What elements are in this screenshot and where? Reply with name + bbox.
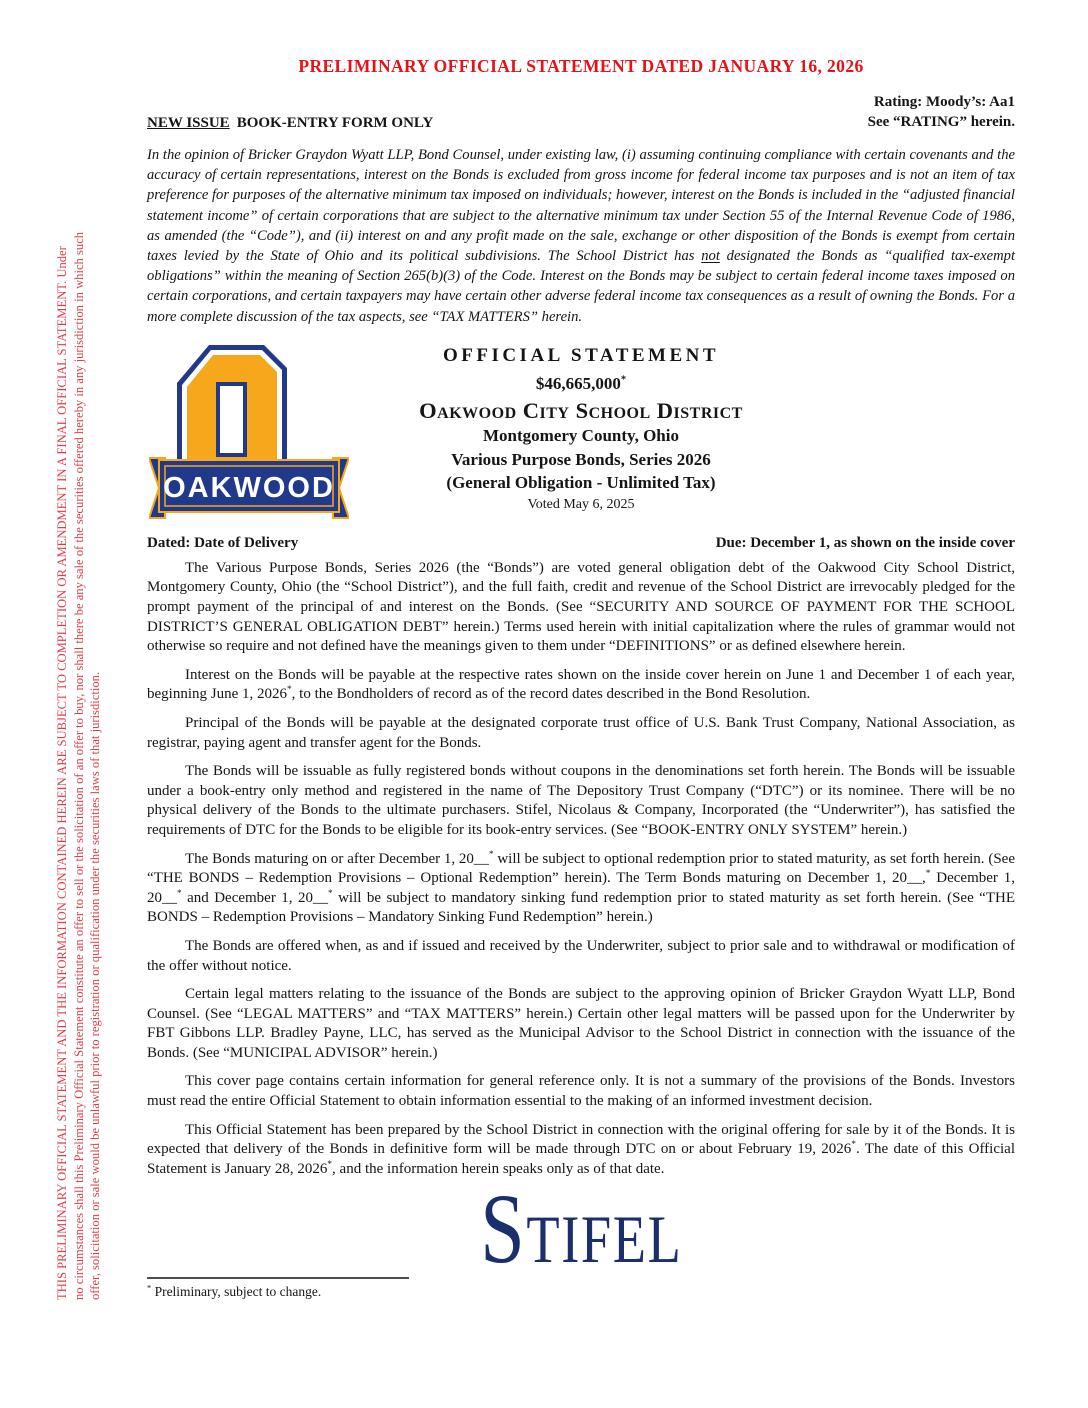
disclaimer-line-1: THIS PRELIMINARY OFFICIAL STATEMENT AND THE INFORMATION CONTAINED HEREIN ARE SUBJECT TO COMPLETION OR AMENDMENT IN A FINAL OFFICIAL STATEMENT. Under bbox=[55, 246, 69, 1300]
paragraph-3: Principal of the Bonds will be payable at the designated corporate trust office of U.S. Bank Trust Company, National Association, as registrar, paying agent and transfer agent for the Bonds. bbox=[147, 714, 1015, 751]
stifel-logo-rest: TIFEL bbox=[526, 1201, 683, 1278]
stifel-logo-initial: S bbox=[479, 1173, 527, 1285]
issuer-county: Montgomery County, Ohio bbox=[483, 425, 679, 445]
paragraph-9: This Official Statement has been prepared by the School District in connection with the original offering for sale by it of the Bonds. It is expected that delivery of the Bonds in definitive form will be made through DTC on or about February 19, 2026*. The date of this Official Statement is January 28, 2026*, and the information herein speaks only as of that date. bbox=[147, 1121, 1015, 1177]
book-entry-label: BOOK-ENTRY FORM ONLY bbox=[236, 115, 434, 131]
page-content bbox=[147, 0, 1015, 1306]
voted-date: Voted May 6, 2025 bbox=[527, 496, 635, 512]
asterisk-superscript: * bbox=[287, 685, 292, 696]
rating-reference: See “RATING” herein. bbox=[867, 113, 1015, 130]
rating-block bbox=[868, 93, 1015, 132]
paragraph-1: The Various Purpose Bonds, Series 2026 (the “Bonds”) are voted general obligation debt of the Oakwood City School District, Montgomery County, Ohio (the “School District”), and the full faith, credit and revenue of the School District are irrevocably pledged for the prompt payment of the principal of and interest on the Bonds. (See “SECURITY AND SOURCE OF PAYMENT FOR THE SCHOOL DISTRICT’S GENERAL OBLIGATION DEBT” herein.) Terms used herein with initial capitalization where the rules of grammar would not otherwise so require and not defined have the meanings given to them under “DEFINITIONS” or as defined elsewhere herein. bbox=[147, 559, 1015, 655]
asterisk-superscript: * bbox=[488, 849, 494, 860]
asterisk-superscript: * bbox=[620, 374, 627, 386]
opinion-text-b: designated the Bonds as “qualified tax-exempt obligations” within the meaning of Section 265(b)(3) of the Code. Interest on the Bonds may be subject to certain federal income taxes imposed on certain corporations, and certain taxpayers may have certain other adverse federal income tax consequences as a result of owning the Bonds. For a more complete discussion of the tax aspects, see “TAX MATTERS” herein. bbox=[147, 248, 1016, 325]
dated-label: Dated: Date of Delivery bbox=[147, 534, 299, 551]
paragraph-2: Interest on the Bonds will be payable at the respective rates shown on the inside cover herein on June 1 and December 1 of each year, beginning June 1, 2026*, to the Bondholders of record as of the record dates described in the Bond Resolution. bbox=[147, 666, 1015, 703]
disclaimer-line-3: offer, solicitation or sale would be unlawful prior to registration or qualification under the securities laws of that jurisdiction. bbox=[88, 671, 103, 1300]
asterisk-superscript: * bbox=[925, 869, 931, 880]
footnote-text: * Preliminary, subject to change. bbox=[147, 1283, 322, 1300]
asterisk-superscript: * bbox=[177, 888, 182, 899]
paragraph-5: The Bonds maturing on or after December 1, 20__* will be subject to optional redemption prior to stated maturity, as set forth herein. (See “THE BONDS – Redemption Provisions – Optional Redemption” herein). The Term Bonds maturing on December 1, 20__,* December 1, 20__* and December 1, 20__* will be subject to mandatory sinking fund redemption prior to stated maturity as set forth herein. (See “THE BONDS – Redemption Provisions – Mandatory Sinking Fund Redemption” herein.) bbox=[147, 849, 1015, 926]
official-statement-heading: OFFICIAL STATEMENT bbox=[442, 344, 720, 366]
asterisk-superscript: * bbox=[327, 888, 333, 899]
footnote bbox=[147, 1277, 409, 1300]
paragraph-6: The Bonds are offered when, as and if issued and received by the Underwriter, subject to prior sale and to withdrawal or modification of the offer without notice. bbox=[147, 937, 1015, 974]
new-issue-line bbox=[147, 115, 433, 132]
asterisk-superscript: * bbox=[851, 1140, 856, 1151]
disclaimer-line-2: no circumstances shall this Preliminary Official Statement constitute an offer to sell or the solicitation of an offer to buy, nor shall there be any sale of the securities offered hereby in any jurisdiction in which such bbox=[71, 231, 86, 1300]
due-label: Due: December 1, as shown on the inside cover bbox=[715, 534, 1015, 551]
asterisk-superscript: * bbox=[147, 1283, 152, 1293]
issuer-name: Oakwood City School District bbox=[419, 397, 743, 423]
cover-body-text bbox=[147, 559, 1015, 1180]
bond-series-title: Various Purpose Bonds, Series 2026 bbox=[451, 449, 711, 469]
stifel-logo bbox=[147, 1173, 1015, 1285]
issue-rating-row bbox=[147, 93, 1015, 132]
opinion-text-a: In the opinion of Bricker Graydon Wyatt LLP, Bond Counsel, under existing law, (i) assuming continuing compliance with certain covenants and the accuracy of certain representations, interest on the Bonds is excluded from gross income for federal income tax purposes and is not an item of tax preference for purposes of the alternative minimum tax imposed on individuals; however, interest on the Bonds is included in the “adjusted financial statement income” of certain corporations that are subject to the alternative minimum tax under Section 55 of the Internal Revenue Code of 1986, as amended (the “Code”), and (ii) interest on and any profit made on the sale, exchange or other disposition of the Bonds is exempt from certain taxes levied by the State of Ohio and its political subdivisions. The School District has bbox=[147, 147, 1015, 265]
asterisk-superscript: * bbox=[327, 1159, 333, 1170]
oakwood-logo bbox=[149, 343, 349, 521]
obligation-type: (General Obligation - Unlimited Tax) bbox=[446, 472, 716, 492]
paragraph-8: This cover page contains certain information for general reference only. It is not a summary of the provisions of the Bonds. Investors must read the entire Official Statement to obtain information essential to the making of an informed investment decision. bbox=[147, 1073, 1015, 1110]
opinion-underlined-not: not bbox=[701, 248, 720, 265]
par-amount: $46,665,000* bbox=[535, 373, 627, 393]
oakwood-logo-icon bbox=[149, 343, 349, 521]
rating-line: Rating: Moody’s: Aa1 bbox=[873, 94, 1015, 110]
new-issue-label: NEW ISSUE bbox=[147, 115, 230, 131]
footnote-rule bbox=[147, 1277, 409, 1279]
paragraph-7: Certain legal matters relating to the issuance of the Bonds are subject to the approving opinion of Bricker Graydon Wyatt LLP, Bond Counsel. (See “LEGAL MATTERS” and “TAX MATTERS” herein.) Certain other legal matters will be passed upon for the Underwriter by FBT Gibbons LLP. Bradley Payne, LLC, has served as the Municipal Advisor to the School District in connection with the issuance of the Bonds. (See “MUNICIPAL ADVISOR” herein.) bbox=[147, 986, 1015, 1061]
page-footer-section bbox=[147, 1173, 1015, 1306]
offering-header-section bbox=[147, 341, 1015, 527]
dated-due-row bbox=[147, 535, 1015, 552]
logo-ribbon-text: OAKWOOD bbox=[163, 471, 335, 504]
preliminary-disclaimer-sidebar bbox=[54, 82, 104, 1300]
paragraph-4: The Bonds will be issuable as fully registered bonds without coupons in the denominations set forth herein. The Bonds will be issuable under a book-entry only method and registered in the name of The Depository Trust Company (“DTC”) or its nominee. There will be no physical delivery of the Bonds to the ultimate purchasers. Stifel, Nicolaus & Company, Incorporated (the “Underwriter”), has satisfied the requirements of DTC for the Bonds to be eligible for its book-entry services. (See “BOOK-ENTRY ONLY SYSTEM” herein.) bbox=[147, 763, 1015, 838]
preliminary-statement-title: PRELIMINARY OFFICIAL STATEMENT DATED JANUARY 16, 2026 bbox=[298, 56, 864, 76]
bond-counsel-opinion bbox=[147, 145, 1015, 327]
